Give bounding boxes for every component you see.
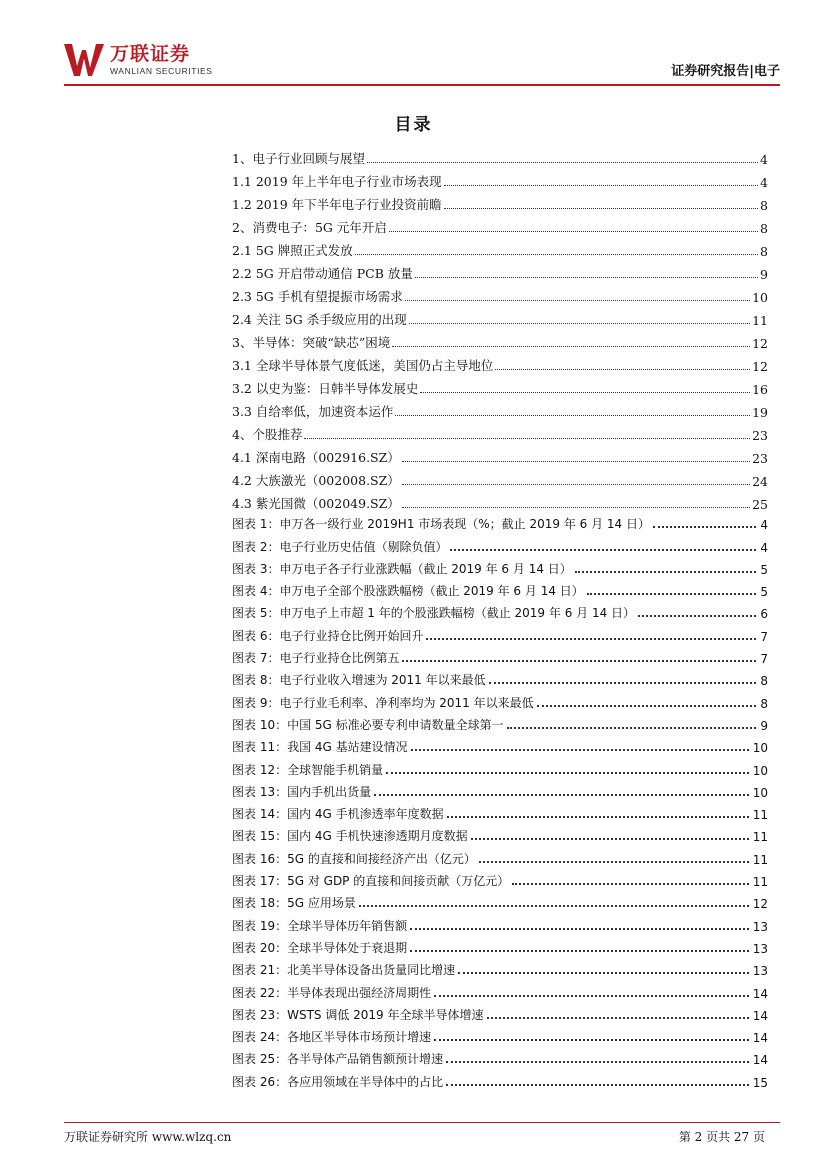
figure-entry-page: 13: [752, 964, 768, 979]
toc-entry-title: 4、个股推荐: [232, 427, 303, 442]
toc-entry[interactable]: [232, 259, 768, 282]
figure-entry-title: 图表 7：电子行业持仓比例第五: [232, 651, 400, 666]
toc-entry-title: 2、消费电子：5G 元年开启: [232, 220, 387, 235]
dot-leader: [479, 861, 749, 863]
figure-entry-title: 图表 11：我国 4G 基站建设情况: [232, 740, 408, 755]
dot-leader: [389, 231, 758, 232]
toc-entry-page: 23: [752, 451, 768, 466]
table-of-contents: [232, 144, 768, 512]
figure-entry-title: 图表 9：电子行业毛利率、净利率均为 2011 年以来最低: [232, 695, 534, 710]
dot-leader: [507, 727, 757, 729]
figure-entry-page: 11: [752, 808, 768, 823]
toc-entry-page: 12: [752, 336, 768, 351]
figure-entry-title: 图表 8：电子行业收入增速为 2011 年以来最低: [232, 673, 486, 688]
figure-entry[interactable]: [232, 666, 768, 688]
header-divider: [64, 84, 780, 86]
figure-entry-title: 图表 25：各半导体产品销售额预计增速: [232, 1052, 444, 1067]
figure-entry[interactable]: [232, 934, 768, 956]
toc-entry[interactable]: [232, 489, 768, 512]
figure-entry-title: 图表 4：申万电子全部个股涨跌幅榜（截止 2019 年 6 月 14 日）: [232, 584, 584, 599]
figure-entry-page: 11: [752, 875, 768, 890]
page-number: 第 2 页共 27 页: [678, 1130, 765, 1144]
figure-entry-title: 图表 2：电子行业历史估值（剔除负值）: [232, 539, 448, 554]
dot-leader: [415, 277, 758, 278]
footer-divider: [64, 1122, 780, 1123]
dot-leader: [386, 772, 749, 774]
toc-entry-title: 3.2 以史为鉴：日韩半导体发展史: [232, 381, 419, 396]
figure-entry[interactable]: [232, 1067, 768, 1089]
toc-entry-page: 11: [752, 313, 768, 328]
dot-leader: [367, 162, 758, 163]
toc-entry[interactable]: [232, 236, 768, 259]
toc-entry[interactable]: [232, 466, 768, 489]
figure-entry-page: 4: [760, 518, 768, 533]
logo-chinese-name: 万联证券: [110, 42, 191, 65]
figure-entry[interactable]: [232, 844, 768, 866]
figure-entry-title: 图表 22：半导体表现出强经济周期性: [232, 985, 432, 1000]
dot-leader: [402, 484, 750, 485]
toc-entry[interactable]: [232, 328, 768, 351]
toc-entry-page: 23: [752, 428, 768, 443]
toc-entry-title: 1.1 2019 年上半年电子行业市场表现: [232, 174, 442, 189]
figure-entry-page: 14: [752, 1008, 768, 1023]
dot-leader: [450, 549, 756, 551]
dot-leader: [411, 749, 749, 751]
figure-entry-title: 图表 24：各地区半导体市场预计增速: [232, 1030, 432, 1045]
figure-entry[interactable]: [232, 911, 768, 933]
figure-entry-title: 图表 5：申万电子上市超 1 年的个股涨跌幅榜（截止 2019 年 6 月 14 日）: [232, 606, 636, 621]
figure-entry-page: 9: [760, 718, 768, 733]
dot-leader: [446, 1084, 749, 1086]
toc-entry[interactable]: [232, 144, 768, 167]
figure-entry[interactable]: [232, 711, 768, 733]
dot-leader: [458, 972, 749, 974]
figure-entry-title: 图表 3：申万电子各子行业涨跌幅（截止 2019 年 6 月 14 日）: [232, 561, 572, 576]
toc-entry-page: 8: [760, 221, 768, 236]
figure-entry-page: 13: [752, 941, 768, 956]
figure-entry-page: 6: [760, 607, 768, 622]
figure-entry-page: 13: [752, 919, 768, 934]
dot-leader: [537, 705, 757, 707]
toc-entry-title: 1、电子行业回顾与展望: [232, 151, 365, 166]
toc-entry-page: 12: [752, 359, 768, 374]
figure-entry-page: 7: [760, 629, 768, 644]
toc-entry-title: 4.1 深南电路（002916.SZ）: [232, 450, 400, 465]
figure-entry-title: 图表 19：全球半导体历年销售额: [232, 918, 408, 933]
toc-entry[interactable]: [232, 282, 768, 305]
toc-entry[interactable]: [232, 351, 768, 374]
toc-entry-page: 4: [760, 175, 768, 190]
figure-entry-title: 图表 6：电子行业持仓比例开始回升: [232, 628, 424, 643]
figure-entry[interactable]: [232, 599, 768, 621]
dot-leader: [471, 838, 749, 840]
toc-entry-title: 2.3 5G 手机有望提振市场需求: [232, 289, 403, 304]
logo-english-name: WANLIAN SECURITIES: [110, 65, 213, 76]
toc-entry-page: 24: [752, 474, 768, 489]
toc-entry-title: 3、半导体：突破“缺芯”困境: [232, 335, 391, 350]
figure-entry[interactable]: [232, 577, 768, 599]
toc-entry[interactable]: [232, 397, 768, 420]
figure-entry-page: 5: [760, 562, 768, 577]
toc-entry-page: 4: [760, 152, 768, 167]
dot-leader: [512, 883, 748, 885]
figure-entry-page: 10: [752, 785, 768, 800]
toc-entry[interactable]: [232, 420, 768, 443]
toc-entry-title: 4.3 紫光国微（002049.SZ）: [232, 496, 400, 511]
dot-leader: [487, 1017, 749, 1019]
figure-entry-title: 图表 26：各应用领域在半导体中的占比: [232, 1074, 444, 1089]
figure-entry-page: 14: [752, 1031, 768, 1046]
dot-leader: [392, 346, 750, 347]
figure-entry[interactable]: [232, 889, 768, 911]
toc-entry-title: 2.1 5G 牌照正式发放: [232, 243, 353, 258]
report-type-label: 证券研究报告|电子: [671, 64, 780, 79]
toc-entry-title: 1.2 2019 年下半年电子行业投资前瞻: [232, 197, 442, 212]
figure-entry-title: 图表 16：5G 的直接和间接经济产出（亿元）: [232, 851, 476, 866]
figure-entry-title: 图表 21：北美半导体设备出货量同比增速: [232, 963, 456, 978]
toc-title: 目录: [394, 115, 433, 135]
dot-leader: [446, 1061, 749, 1063]
dot-leader: [359, 905, 749, 907]
toc-entry-title: 4.2 大族激光（002008.SZ）: [232, 473, 400, 488]
figure-entry[interactable]: [232, 733, 768, 755]
figure-entry-title: 图表 12：全球智能手机销量: [232, 762, 384, 777]
figure-entry[interactable]: [232, 755, 768, 777]
toc-entry-page: 16: [752, 382, 768, 397]
footer-source: 万联证券研究所 www.wlzq.cn: [64, 1130, 232, 1144]
figure-entry[interactable]: [232, 1001, 768, 1023]
dot-leader: [420, 392, 750, 393]
figure-entry[interactable]: [232, 1023, 768, 1045]
toc-entry-title: 3.1 全球半导体景气度低迷，美国仍占主导地位: [232, 358, 494, 373]
dot-leader: [447, 816, 749, 818]
toc-entry-title: 2.4 关注 5G 杀手级应用的出现: [232, 312, 407, 327]
figure-entry-page: 14: [752, 986, 768, 1001]
figure-entry-title: 图表 20：全球半导体处于衰退期: [232, 940, 408, 955]
figure-entry[interactable]: [232, 1045, 768, 1067]
dot-leader: [374, 794, 749, 796]
page-header: [64, 40, 780, 82]
toc-entry[interactable]: [232, 374, 768, 397]
figure-entry[interactable]: [232, 555, 768, 577]
dot-leader: [495, 369, 750, 370]
company-logo: [64, 40, 213, 80]
figure-entry-page: 4: [760, 540, 768, 555]
dot-leader: [638, 615, 756, 617]
figure-entry-page: 11: [752, 830, 768, 845]
toc-entry[interactable]: [232, 305, 768, 328]
toc-entry-title: 3.3 自给率低，加速资本运作: [232, 404, 394, 419]
dot-leader: [587, 593, 757, 595]
dot-leader: [426, 638, 756, 640]
list-of-figures: [232, 510, 768, 1090]
dot-leader: [410, 950, 749, 952]
toc-entry[interactable]: [232, 190, 768, 213]
dot-leader: [402, 660, 756, 662]
toc-entry-page: 8: [760, 244, 768, 259]
figure-entry[interactable]: [232, 510, 768, 532]
wanlian-logo-icon: [64, 42, 104, 78]
toc-entry-page: 25: [752, 497, 768, 512]
toc-entry-page: 10: [752, 290, 768, 305]
figure-entry[interactable]: [232, 956, 768, 978]
figure-entry-page: 14: [752, 1053, 768, 1068]
figure-entry-title: 图表 17：5G 对 GDP 的直接和间接贡献（万亿元）: [232, 874, 510, 889]
figure-entry-page: 10: [752, 763, 768, 778]
dot-leader: [402, 461, 750, 462]
figure-entry[interactable]: [232, 800, 768, 822]
toc-entry[interactable]: [232, 213, 768, 236]
dot-leader: [410, 928, 749, 930]
dot-leader: [402, 507, 750, 508]
figure-entry[interactable]: [232, 621, 768, 643]
toc-entry-page: 8: [760, 198, 768, 213]
figure-entry[interactable]: [232, 532, 768, 554]
dot-leader: [304, 438, 750, 439]
figure-entry-page: 12: [752, 897, 768, 912]
toc-entry[interactable]: [232, 443, 768, 466]
figure-entry-title: 图表 18：5G 应用场景: [232, 896, 356, 911]
figure-entry-page: 8: [760, 674, 768, 689]
dot-leader: [489, 682, 757, 684]
figure-entry-title: 图表 15：国内 4G 手机快速渗透期月度数据: [232, 829, 468, 844]
figure-entry-title: 图表 13：国内手机出货量: [232, 784, 372, 799]
figure-entry-title: 图表 14：国内 4G 手机渗透率年度数据: [232, 807, 444, 822]
figure-entry[interactable]: [232, 867, 768, 889]
figure-entry-title: 图表 10：中国 5G 标准必要专利申请数量全球第一: [232, 717, 504, 732]
figure-entry-page: 5: [760, 585, 768, 600]
dot-leader: [434, 995, 749, 997]
figure-entry-page: 10: [752, 741, 768, 756]
toc-entry-page: 19: [752, 405, 768, 420]
dot-leader: [653, 526, 756, 528]
dot-leader: [444, 208, 758, 209]
figure-entry-page: 7: [760, 652, 768, 667]
dot-leader: [409, 323, 750, 324]
figure-entry-title: 图表 23：WSTS 调低 2019 年全球半导体增速: [232, 1007, 484, 1022]
figure-entry[interactable]: [232, 644, 768, 666]
dot-leader: [575, 571, 757, 573]
figure-entry-page: 15: [752, 1075, 768, 1090]
figure-entry[interactable]: [232, 688, 768, 710]
figure-entry[interactable]: [232, 978, 768, 1000]
figure-entry[interactable]: [232, 778, 768, 800]
toc-entry-title: 2.2 5G 开启带动通信 PCB 放量: [232, 266, 413, 281]
figure-entry[interactable]: [232, 822, 768, 844]
dot-leader: [434, 1039, 749, 1041]
figure-entry-title: 图表 1：申万各一级行业 2019H1 市场表现（%；截止 2019 年 6 月 14 日）: [232, 517, 651, 532]
dot-leader: [355, 254, 758, 255]
dot-leader: [405, 300, 750, 301]
dot-leader: [395, 415, 750, 416]
figure-entry-page: 8: [760, 696, 768, 711]
dot-leader: [444, 185, 758, 186]
toc-entry[interactable]: [232, 167, 768, 190]
figure-entry-page: 11: [752, 852, 768, 867]
toc-entry-page: 9: [760, 267, 768, 282]
